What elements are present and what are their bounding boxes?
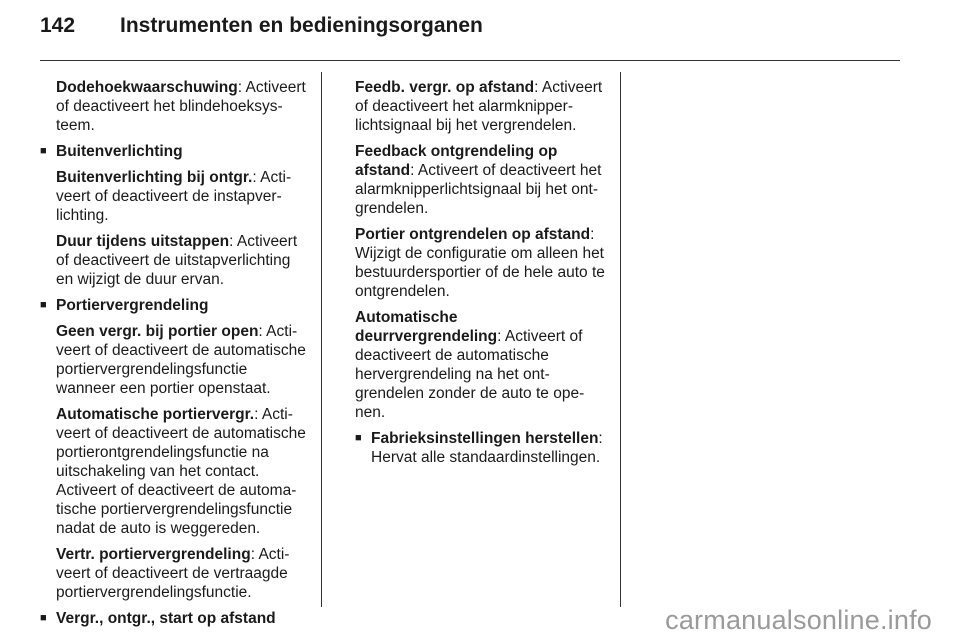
column-left	[40, 78, 308, 635]
text-feedback-ontgr: : Activeert of deactiveert het alarmknipperlichtsignaal bij het ontgrendelen.	[355, 162, 602, 217]
text-buiten-ontgr: : Activeert of deactiveert de instapverlichting.	[56, 169, 292, 224]
paragraph-vertr	[56, 545, 308, 602]
paragraph-auto-portier	[56, 405, 308, 538]
text-fabriek: : Hervat alle standaardinstellingen.	[371, 430, 603, 466]
term-vertr: Vertr. portiervergrendeling	[56, 546, 251, 563]
text-feedb-vergr: : Activeert of deactiveert het alarmknipperlichtsignaal bij het vergrendelen.	[355, 79, 603, 134]
term-auto-portier: Automatische portiervergr.	[56, 406, 255, 423]
page-title: Instrumenten en bedieningsorganen	[120, 14, 483, 37]
bullet-buitenverlichting: ■ Buitenverlichting	[56, 142, 308, 161]
term-dodehoek: Dodehoekwaarschuwing	[56, 79, 238, 96]
bullet-vergr-ontgr-start: ■ Vergr., ontgr., start op afstand	[56, 609, 308, 628]
paragraph-duur	[56, 232, 308, 289]
text-geen-vergr: : Activeert of deactiveert de automatische portiervergrendelingsfunctie wanneer een portier openstaat.	[56, 323, 306, 397]
text-vertr: : Activeert of deactiveert de vertraagde portiervergrendelingsfunctie.	[56, 546, 290, 601]
paragraph-feedb-vergr	[355, 78, 607, 135]
text-portier-ontgr: : Wijzigt de configuratie om alleen het bestuurdersportier of de hele auto te ontgrendelen.	[355, 226, 605, 300]
text-dodehoek: : Activeert of deactiveert het blindehoeksysteem.	[56, 79, 306, 134]
paragraph-geen-vergr	[56, 322, 308, 398]
watermark: carmanualsonline.info	[665, 605, 932, 635]
term-feedb-vergr: Feedb. vergr. op afstand	[355, 79, 535, 96]
bullet-portiervergrendeling: ■ Portiervergrendeling	[56, 296, 308, 315]
bullet-fabrieksinstellingen	[355, 429, 607, 467]
text-duur: : Activeert of deactiveert de uitstapverlichting en wijzigt de duur ervan.	[56, 233, 298, 288]
term-duur: Duur tijdens uitstappen	[56, 233, 230, 250]
column-divider-right	[620, 72, 621, 607]
text-auto-portier: : Activeert of deactiveert de automatische portierontgrendelingsfunctie na uitschakeling van het contact. Activeert of deactiveert de automatische portiervergrendelingsfunctie nadat de auto is weggereden.	[56, 406, 306, 537]
term-buiten-ontgr: Buitenverlichting bij ontgr.	[56, 169, 253, 186]
term-portier-ontgr: Portier ontgrendelen op afstand	[355, 226, 591, 243]
column-middle	[355, 78, 607, 474]
paragraph-auto-deur	[355, 308, 607, 422]
paragraph-buiten-ontgr	[56, 168, 308, 225]
page-header	[40, 14, 483, 54]
term-geen-vergr: Geen vergr. bij portier open	[56, 323, 259, 340]
term-auto-deur: Automatische deurrvergrendeling	[355, 309, 498, 345]
paragraph-feedback-ontgr	[355, 142, 607, 218]
header-rule	[40, 60, 900, 61]
term-fabriek: Fabrieksinstellingen herstellen	[371, 430, 599, 447]
paragraph-dodehoek	[56, 78, 308, 135]
text-auto-deur: : Activeert of deactiveert de automatische hervergrendeling na het ontgrendelen zonder de auto te openen.	[355, 328, 585, 421]
column-divider-left	[321, 72, 322, 607]
paragraph-portier-ontgr	[355, 225, 607, 301]
page-number: 142	[40, 14, 76, 37]
term-feedback-ontgr: Feedback ontgrendeling op afstand	[355, 143, 558, 179]
